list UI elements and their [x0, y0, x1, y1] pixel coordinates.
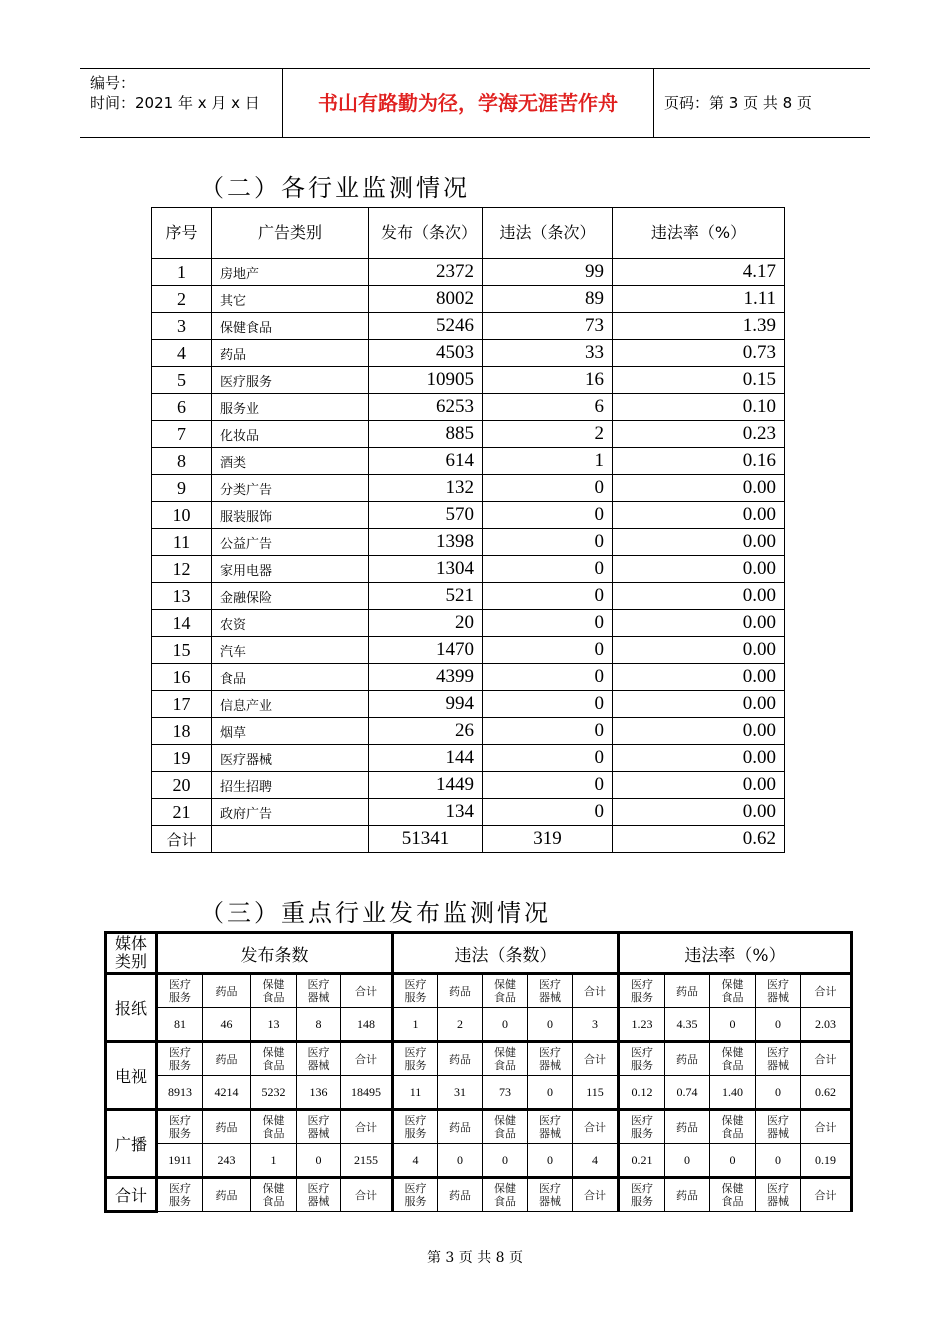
subheader-cell: 合计	[801, 1178, 852, 1212]
subheader-cell: 医疗 服务	[619, 974, 665, 1008]
table-row	[152, 475, 785, 502]
row-number: 8	[152, 448, 212, 475]
subheader-cell: 合计	[801, 1110, 852, 1144]
table-row	[152, 259, 785, 286]
subheader-cell: 医疗 服务	[393, 1110, 438, 1144]
total-label: 合计	[152, 826, 212, 853]
published-cell: 6253	[369, 394, 483, 421]
header-page-info: 页码：第 3 页 共 8 页	[664, 94, 812, 112]
published-cell: 614	[369, 448, 483, 475]
group-header: 违法（条数）	[393, 933, 619, 974]
subheader-cell: 医疗 服务	[157, 1110, 203, 1144]
value-cell: 2.03	[801, 1008, 852, 1042]
value-cell: 0	[483, 1008, 528, 1042]
rate-cell: 1.39	[613, 313, 785, 340]
value-cell: 1.40	[710, 1076, 756, 1110]
rate-cell: 0.16	[613, 448, 785, 475]
total-published: 51341	[369, 826, 483, 853]
table-row	[152, 610, 785, 637]
subheader-cell: 医疗 器械	[756, 1110, 801, 1144]
subheader-cell: 医疗 器械	[756, 974, 801, 1008]
category-cell: 政府广告	[212, 799, 369, 826]
value-cell: 0	[710, 1008, 756, 1042]
subheader-cell: 保健 食品	[710, 1110, 756, 1144]
subheader-cell: 合计	[573, 974, 619, 1008]
illegal-cell: 0	[483, 556, 613, 583]
subheader-cell: 医疗 服务	[157, 1042, 203, 1076]
published-cell: 2372	[369, 259, 483, 286]
value-cell: 0	[483, 1144, 528, 1178]
rate-cell: 0.00	[613, 610, 785, 637]
row-number: 21	[152, 799, 212, 826]
value-cell: 0	[756, 1144, 801, 1178]
value-cell: 115	[573, 1076, 619, 1110]
total-rate: 0.62	[613, 826, 785, 853]
subheader-cell: 医疗 器械	[756, 1178, 801, 1212]
category-cell: 保健食品	[212, 313, 369, 340]
published-cell: 4503	[369, 340, 483, 367]
rate-cell: 0.00	[613, 502, 785, 529]
value-cell: 136	[297, 1076, 341, 1110]
value-cell: 243	[203, 1144, 251, 1178]
category-cell: 化妆品	[212, 421, 369, 448]
illegal-cell: 0	[483, 583, 613, 610]
media-subheader-row	[106, 1110, 852, 1144]
subheader-cell: 药品	[438, 1110, 483, 1144]
subheader-cell: 医疗 器械	[528, 1110, 573, 1144]
rate-cell: 0.10	[613, 394, 785, 421]
value-cell: 0	[528, 1008, 573, 1042]
category-cell: 烟草	[212, 718, 369, 745]
subheader-cell: 合计	[341, 974, 393, 1008]
illegal-cell: 99	[483, 259, 613, 286]
value-cell: 2	[438, 1008, 483, 1042]
published-cell: 994	[369, 691, 483, 718]
rate-cell: 4.17	[613, 259, 785, 286]
category-cell: 食品	[212, 664, 369, 691]
column-header: 广告类别	[212, 208, 369, 259]
subheader-cell: 保健 食品	[710, 974, 756, 1008]
category-cell: 房地产	[212, 259, 369, 286]
total-empty	[212, 826, 369, 853]
table-row	[152, 421, 785, 448]
media-subheader-row	[106, 974, 852, 1008]
illegal-cell: 0	[483, 691, 613, 718]
published-cell: 1304	[369, 556, 483, 583]
column-header: 发布（条次）	[369, 208, 483, 259]
category-cell: 公益广告	[212, 529, 369, 556]
table-row	[152, 340, 785, 367]
table-row	[152, 502, 785, 529]
row-number: 15	[152, 637, 212, 664]
illegal-cell: 0	[483, 772, 613, 799]
category-cell: 招生招聘	[212, 772, 369, 799]
value-cell: 1.23	[619, 1008, 665, 1042]
table-row	[152, 367, 785, 394]
published-cell: 134	[369, 799, 483, 826]
row-number: 2	[152, 286, 212, 313]
category-cell: 汽车	[212, 637, 369, 664]
category-cell: 其它	[212, 286, 369, 313]
media-subheader-row	[106, 1178, 852, 1212]
media-name: 广播	[106, 1110, 157, 1178]
value-cell: 4.35	[665, 1008, 710, 1042]
published-cell: 1470	[369, 637, 483, 664]
value-cell: 0.74	[665, 1076, 710, 1110]
subheader-cell: 医疗 器械	[297, 1042, 341, 1076]
subheader-cell: 医疗 器械	[528, 1042, 573, 1076]
rate-cell: 0.23	[613, 421, 785, 448]
illegal-cell: 0	[483, 475, 613, 502]
value-cell: 0	[528, 1076, 573, 1110]
subheader-cell: 合计	[341, 1110, 393, 1144]
subheader-cell: 药品	[665, 1042, 710, 1076]
rate-cell: 0.00	[613, 718, 785, 745]
subheader-cell: 医疗 器械	[756, 1042, 801, 1076]
rate-cell: 0.00	[613, 475, 785, 502]
subheader-cell: 药品	[203, 1110, 251, 1144]
subheader-cell: 药品	[203, 1042, 251, 1076]
row-number: 3	[152, 313, 212, 340]
category-cell: 信息产业	[212, 691, 369, 718]
table-row	[152, 637, 785, 664]
subheader-cell: 合计	[573, 1042, 619, 1076]
value-cell: 0	[297, 1144, 341, 1178]
published-cell: 20	[369, 610, 483, 637]
subheader-cell: 保健 食品	[251, 1178, 297, 1212]
subheader-cell: 合计	[573, 1178, 619, 1212]
value-cell: 0	[756, 1008, 801, 1042]
rate-cell: 0.73	[613, 340, 785, 367]
illegal-cell: 0	[483, 718, 613, 745]
subheader-cell: 医疗 器械	[297, 1178, 341, 1212]
subheader-cell: 保健 食品	[483, 1042, 528, 1076]
table-row	[152, 772, 785, 799]
value-cell: 73	[483, 1076, 528, 1110]
value-cell: 18495	[341, 1076, 393, 1110]
row-number: 12	[152, 556, 212, 583]
value-cell: 148	[341, 1008, 393, 1042]
table-row	[152, 583, 785, 610]
row-number: 20	[152, 772, 212, 799]
subheader-cell: 合计	[341, 1042, 393, 1076]
value-cell: 8	[297, 1008, 341, 1042]
value-cell: 0	[528, 1144, 573, 1178]
media-data-row	[106, 1076, 852, 1110]
subheader-cell: 药品	[203, 974, 251, 1008]
value-cell: 0.21	[619, 1144, 665, 1178]
row-number: 6	[152, 394, 212, 421]
table-row	[152, 286, 785, 313]
subheader-cell: 医疗 服务	[157, 974, 203, 1008]
subheader-cell: 保健 食品	[251, 1042, 297, 1076]
header-motto: 书山有路勤为径，学海无涯苦作舟	[283, 69, 654, 137]
row-number: 10	[152, 502, 212, 529]
published-cell: 144	[369, 745, 483, 772]
table-row	[152, 529, 785, 556]
header-meta	[80, 69, 283, 137]
subheader-cell: 合计	[801, 1042, 852, 1076]
value-cell: 1	[251, 1144, 297, 1178]
subheader-cell: 药品	[203, 1178, 251, 1212]
table-group-header-row	[106, 933, 852, 974]
page-footer: 第 3 页 共 8 页	[426, 1250, 524, 1266]
rate-cell: 0.00	[613, 556, 785, 583]
value-cell: 0	[438, 1144, 483, 1178]
table-row	[152, 394, 785, 421]
subheader-cell: 医疗 器械	[297, 1110, 341, 1144]
value-cell: 11	[393, 1076, 438, 1110]
value-cell: 46	[203, 1008, 251, 1042]
media-data-row	[106, 1008, 852, 1042]
illegal-cell: 73	[483, 313, 613, 340]
value-cell: 2155	[341, 1144, 393, 1178]
published-cell: 570	[369, 502, 483, 529]
column-header: 违法（条次）	[483, 208, 613, 259]
illegal-cell: 0	[483, 529, 613, 556]
rate-cell: 0.15	[613, 367, 785, 394]
category-cell: 分类广告	[212, 475, 369, 502]
table-row	[152, 448, 785, 475]
row-number: 7	[152, 421, 212, 448]
media-name: 报纸	[106, 974, 157, 1042]
subheader-cell: 医疗 服务	[619, 1178, 665, 1212]
subheader-cell: 药品	[665, 974, 710, 1008]
value-cell: 5232	[251, 1076, 297, 1110]
row-number: 4	[152, 340, 212, 367]
value-cell: 31	[438, 1076, 483, 1110]
table-row	[152, 664, 785, 691]
media-type-header: 媒体 类别	[106, 933, 157, 974]
table-header-row	[152, 208, 785, 259]
row-number: 18	[152, 718, 212, 745]
row-number: 11	[152, 529, 212, 556]
rate-cell: 0.00	[613, 529, 785, 556]
table-row	[152, 691, 785, 718]
value-cell: 13	[251, 1008, 297, 1042]
row-number: 16	[152, 664, 212, 691]
subheader-cell: 合计	[341, 1178, 393, 1212]
value-cell: 0	[710, 1144, 756, 1178]
illegal-cell: 0	[483, 502, 613, 529]
document-header	[80, 68, 870, 138]
subheader-cell: 保健 食品	[483, 1178, 528, 1212]
category-cell: 医疗服务	[212, 367, 369, 394]
published-cell: 26	[369, 718, 483, 745]
subheader-cell: 保健 食品	[251, 1110, 297, 1144]
category-cell: 家用电器	[212, 556, 369, 583]
illegal-cell: 1	[483, 448, 613, 475]
value-cell: 81	[157, 1008, 203, 1042]
row-number: 1	[152, 259, 212, 286]
total-illegal: 319	[483, 826, 613, 853]
subheader-cell: 医疗 服务	[619, 1042, 665, 1076]
illegal-cell: 2	[483, 421, 613, 448]
key-industry-table	[104, 931, 853, 1213]
subheader-cell: 药品	[438, 974, 483, 1008]
subheader-cell: 医疗 服务	[619, 1110, 665, 1144]
subheader-cell: 药品	[665, 1110, 710, 1144]
table-row	[152, 799, 785, 826]
category-cell: 药品	[212, 340, 369, 367]
subheader-cell: 医疗 服务	[393, 1178, 438, 1212]
illegal-cell: 33	[483, 340, 613, 367]
published-cell: 8002	[369, 286, 483, 313]
time-label: 时间：2021 年 x 月 x 日	[90, 94, 260, 112]
published-cell: 885	[369, 421, 483, 448]
subheader-cell: 医疗 器械	[528, 1178, 573, 1212]
rate-cell: 0.00	[613, 583, 785, 610]
illegal-cell: 0	[483, 745, 613, 772]
rate-cell: 0.00	[613, 664, 785, 691]
subheader-cell: 医疗 器械	[297, 974, 341, 1008]
media-name: 合计	[106, 1178, 157, 1212]
subheader-cell: 保健 食品	[483, 974, 528, 1008]
section-title: （二）各行业监测情况	[200, 174, 470, 202]
subheader-cell: 药品	[438, 1042, 483, 1076]
value-cell: 0.12	[619, 1076, 665, 1110]
value-cell: 4214	[203, 1076, 251, 1110]
row-number: 17	[152, 691, 212, 718]
published-cell: 132	[369, 475, 483, 502]
subheader-cell: 保健 食品	[251, 974, 297, 1008]
illegal-cell: 89	[483, 286, 613, 313]
category-cell: 农资	[212, 610, 369, 637]
column-header: 违法率（%）	[613, 208, 785, 259]
number-label: 编号：	[90, 74, 136, 92]
published-cell: 4399	[369, 664, 483, 691]
table-row	[152, 718, 785, 745]
table-row	[152, 313, 785, 340]
media-name: 电视	[106, 1042, 157, 1110]
illegal-cell: 6	[483, 394, 613, 421]
category-cell: 服装服饰	[212, 502, 369, 529]
illegal-cell: 16	[483, 367, 613, 394]
table-row	[152, 745, 785, 772]
category-cell: 服务业	[212, 394, 369, 421]
row-number: 9	[152, 475, 212, 502]
value-cell: 8913	[157, 1076, 203, 1110]
illegal-cell: 0	[483, 610, 613, 637]
subheader-cell: 医疗 服务	[157, 1178, 203, 1212]
subheader-cell: 药品	[665, 1178, 710, 1212]
value-cell: 0	[665, 1144, 710, 1178]
value-cell: 4	[573, 1144, 619, 1178]
subheader-cell: 保健 食品	[710, 1042, 756, 1076]
published-cell: 1398	[369, 529, 483, 556]
rate-cell: 0.00	[613, 637, 785, 664]
group-header: 违法率（%）	[619, 933, 852, 974]
published-cell: 521	[369, 583, 483, 610]
table-row	[152, 556, 785, 583]
value-cell: 0.62	[801, 1076, 852, 1110]
column-header: 序号	[152, 208, 212, 259]
published-cell: 1449	[369, 772, 483, 799]
category-cell: 金融保险	[212, 583, 369, 610]
value-cell: 0	[756, 1076, 801, 1110]
value-cell: 1911	[157, 1144, 203, 1178]
category-cell: 酒类	[212, 448, 369, 475]
value-cell: 1	[393, 1008, 438, 1042]
rate-cell: 0.00	[613, 691, 785, 718]
section-title: （三）重点行业发布监测情况	[200, 899, 551, 927]
row-number: 13	[152, 583, 212, 610]
subheader-cell: 保健 食品	[710, 1178, 756, 1212]
published-cell: 10905	[369, 367, 483, 394]
industry-monitoring-table	[151, 207, 785, 853]
value-cell: 3	[573, 1008, 619, 1042]
rate-cell: 0.00	[613, 799, 785, 826]
illegal-cell: 0	[483, 799, 613, 826]
subheader-cell: 合计	[801, 974, 852, 1008]
subheader-cell: 医疗 服务	[393, 974, 438, 1008]
row-number: 5	[152, 367, 212, 394]
subheader-cell: 医疗 服务	[393, 1042, 438, 1076]
media-subheader-row	[106, 1042, 852, 1076]
subheader-cell: 药品	[438, 1178, 483, 1212]
media-data-row	[106, 1144, 852, 1178]
value-cell: 4	[393, 1144, 438, 1178]
published-cell: 5246	[369, 313, 483, 340]
category-cell: 医疗器械	[212, 745, 369, 772]
illegal-cell: 0	[483, 664, 613, 691]
subheader-cell: 医疗 器械	[528, 974, 573, 1008]
rate-cell: 0.00	[613, 745, 785, 772]
row-number: 14	[152, 610, 212, 637]
rate-cell: 1.11	[613, 286, 785, 313]
rate-cell: 0.00	[613, 772, 785, 799]
subheader-cell: 合计	[573, 1110, 619, 1144]
row-number: 19	[152, 745, 212, 772]
value-cell: 0.19	[801, 1144, 852, 1178]
subheader-cell: 保健 食品	[483, 1110, 528, 1144]
total-row	[152, 826, 785, 853]
illegal-cell: 0	[483, 637, 613, 664]
group-header: 发布条数	[157, 933, 393, 974]
